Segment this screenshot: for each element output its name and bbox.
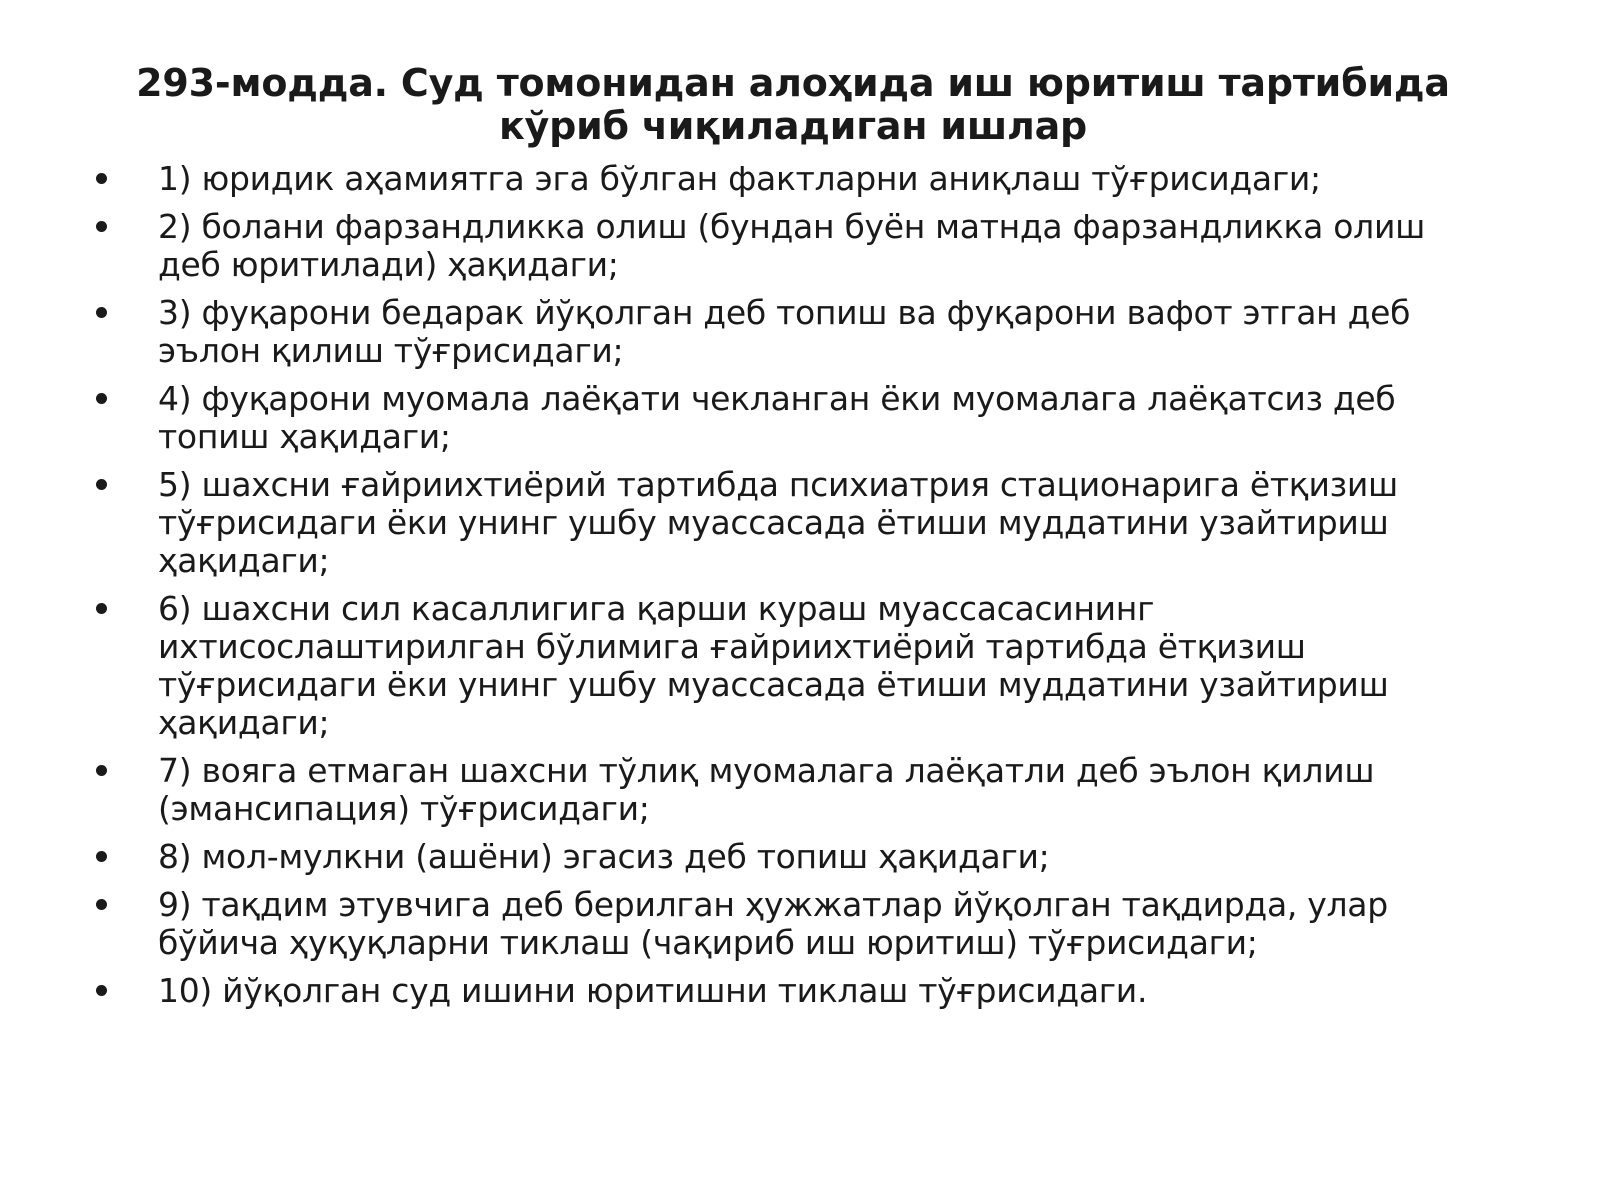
bullet-list <box>96 160 1490 1010</box>
list-item <box>96 838 1490 876</box>
bullet-icon <box>96 765 107 776</box>
bullet-icon <box>96 173 107 184</box>
list-item-text: 6) шахсни сил касаллигига қарши кураш муассасасининг ихтисослаштирилган бўлимига ғайриихтиёрий тартибда ётқизиш тўғрисидаги ёки унинг ушбу муассасада ётиши муддатини узайтириш ҳақидаги; <box>158 589 1389 742</box>
list-item <box>96 160 1490 198</box>
bullet-icon <box>96 479 107 490</box>
bullet-icon <box>96 899 107 910</box>
list-item <box>96 466 1490 580</box>
list-item <box>96 972 1490 1010</box>
list-item <box>96 208 1490 284</box>
slide-title: 293-модда. Суд томонидан алоҳида иш юритиш тартибида кўриб чиқиладиган ишлар <box>136 61 1450 148</box>
list-item <box>96 590 1490 742</box>
bullet-icon <box>96 221 107 232</box>
list-item <box>96 380 1490 456</box>
list-item-text: 3) фуқарони бедарак йўқолган деб топиш ва фуқарони вафот этган деб эълон қилиш тўғрисидаги; <box>158 293 1411 370</box>
bullet-icon <box>96 393 107 404</box>
list-item-text: 5) шахсни ғайриихтиёрий тартибда психиатрия стационарига ётқизиш тўғрисидаги ёки унинг ушбу муассасада ётиши муддатини узайтириш ҳақидаги; <box>158 465 1398 580</box>
bullet-icon <box>96 603 107 614</box>
list-item-text: 7) вояга етмаган шахсни тўлиқ муомалага лаёқатли деб эълон қилиш (эмансипация) тўғрисидаги; <box>158 751 1375 828</box>
list-item-text: 10) йўқолган суд ишини юритишни тиклаш тўғрисидаги. <box>158 971 1148 1010</box>
list-item-text: 1) юридик аҳамиятга эга бўлган фактларни аниқлаш тўғрисидаги; <box>158 159 1321 198</box>
list-item <box>96 294 1490 370</box>
list-item-text: 8) мол-мулкни (ашёни) эгасиз деб топиш ҳақидаги; <box>158 837 1050 876</box>
list-item-text: 2) болани фарзандликка олиш (бундан буён матнда фарзандликка олиш деб юритилади) ҳақидаги; <box>158 207 1426 284</box>
list-item <box>96 752 1490 828</box>
list-item-text: 4) фуқарони муомала лаёқати чекланган ёки муомалага лаёқатсиз деб топиш ҳақидаги; <box>158 379 1396 456</box>
list-item-text: 9) тақдим этувчига деб берилган ҳужжатлар йўқолган тақдирда, улар бўйича ҳуқуқларни тиклаш (чақириб иш юритиш) тўғрисидаги; <box>158 885 1388 962</box>
bullet-icon <box>96 307 107 318</box>
list-item <box>96 886 1490 962</box>
bullet-icon <box>96 851 107 862</box>
bullet-icon <box>96 985 107 996</box>
